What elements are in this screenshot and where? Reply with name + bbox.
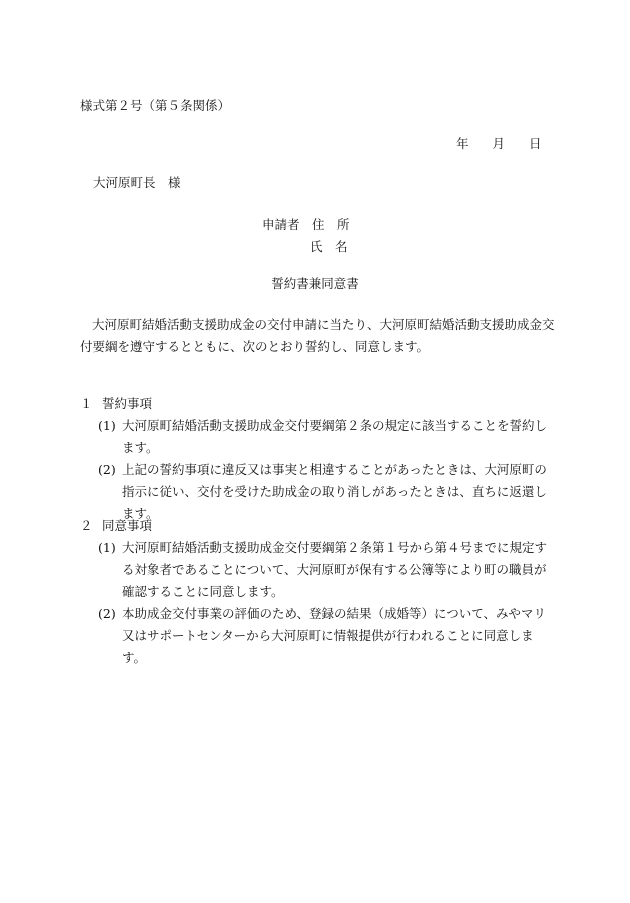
addressee: 大河原町長 様: [93, 175, 181, 190]
date-year: 年: [456, 136, 469, 151]
section-consent: [80, 515, 556, 669]
section-heading: [80, 393, 556, 415]
form-number: 様式第２号（第５条関係）: [80, 98, 231, 113]
section-number: ２: [80, 518, 93, 533]
item-text: 大河原町結婚活動支援助成金交付要綱第２条第１号から第４号までに規定する対象者であることについて、大河原町が保有する公簿等により町の職員が確認することに同意します。: [122, 540, 548, 599]
list-item: [92, 537, 556, 603]
item-text: 上記の誓約事項に違反又は事実と相違することがあったときは、大河原町の指示に従い、交付を受けた助成金の取り消しがあったときは、直ちに返還します。: [122, 462, 547, 521]
date-day: 日: [529, 136, 542, 151]
intro-paragraph: 大河原町結婚活動支援助成金の交付申請に当たり、大河原町結婚活動支援助成金交付要綱を遵守するとともに、次のとおり誓約し、同意します。: [80, 317, 555, 354]
section-pledge: [80, 393, 556, 525]
section-title: 誓約事項: [102, 396, 153, 411]
section-heading: [80, 515, 556, 537]
item-number: (2): [98, 606, 116, 621]
date-month: 月: [492, 136, 506, 151]
section-title: 同意事項: [102, 518, 153, 533]
item-text: 本助成金交付事業の評価のため、登録の結果（成婚等）について、みやマリ又はサポートセンターから大河原町に情報提供が行われることに同意します。: [122, 606, 547, 665]
applicant-label: 申請者: [262, 217, 300, 232]
date-line: [456, 133, 542, 155]
item-number: (1): [98, 418, 116, 433]
applicant-block: [262, 214, 350, 258]
applicant-address-row: [262, 214, 350, 236]
item-number: (2): [98, 462, 116, 477]
list-item: [92, 603, 556, 669]
list-item: [92, 415, 556, 459]
document-title: 誓約書兼同意書: [271, 276, 359, 291]
section-number: １: [80, 396, 93, 411]
item-text: 大河原町結婚活動支援助成金交付要綱第２条の規定に該当することを誓約します。: [122, 418, 548, 455]
applicant-address-label: 住 所: [312, 217, 350, 232]
item-number: (1): [98, 540, 116, 555]
applicant-name-label: 氏 名: [310, 239, 348, 254]
